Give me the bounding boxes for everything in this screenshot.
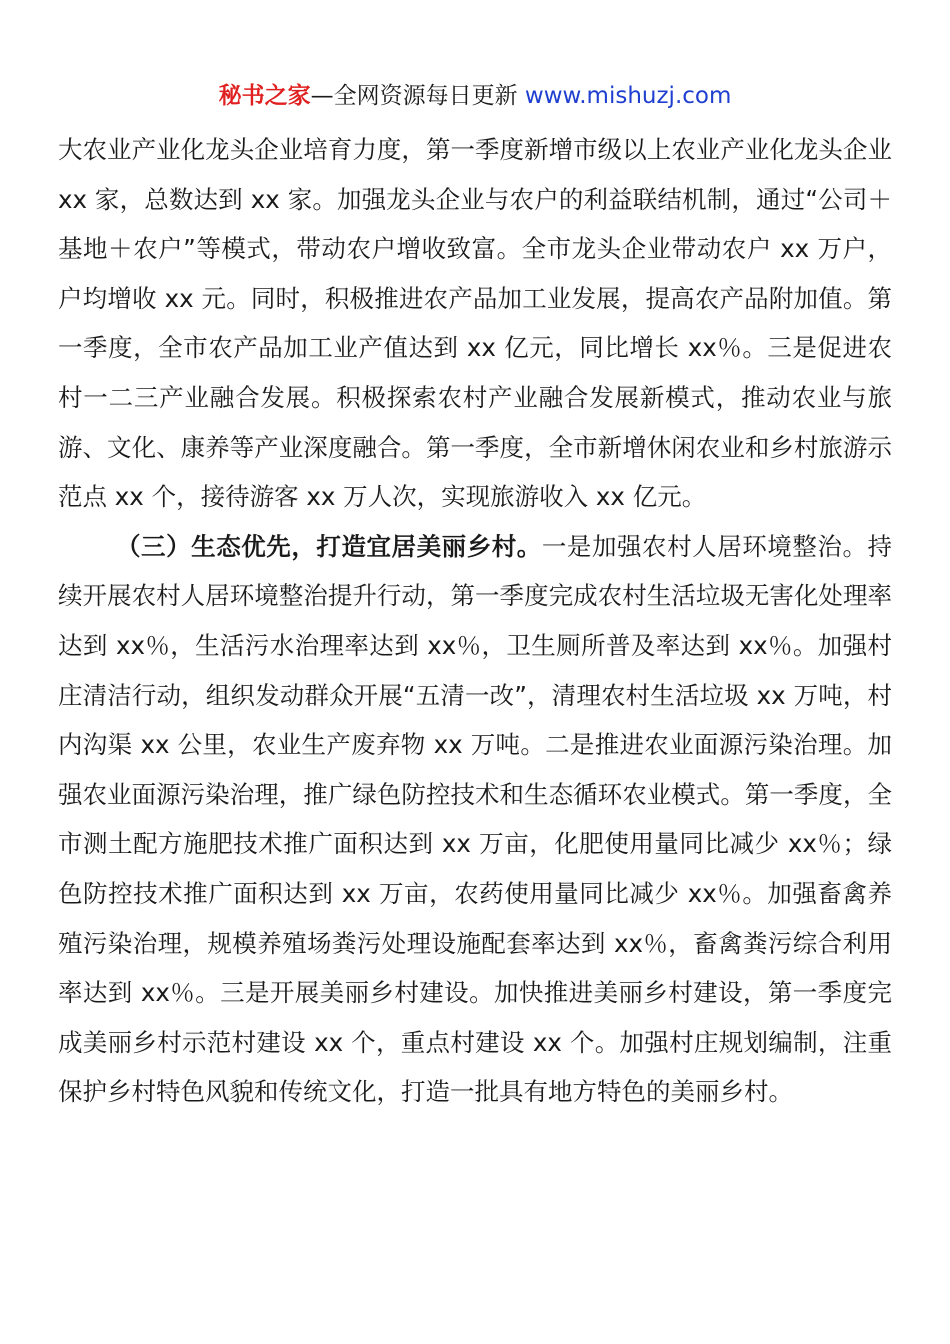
header-slogan: —全网资源每日更新	[310, 83, 518, 109]
paragraph-industry	[58, 125, 892, 522]
site-header	[0, 80, 950, 112]
brand-name: 秘书之家	[218, 83, 311, 109]
site-url[interactable]: www.mishuzj.com	[524, 83, 732, 109]
paragraph-ecology	[58, 522, 892, 1117]
paragraph-text: 大农业产业化龙头企业培育力度，第一季度新增市级以上农业产业化龙头企业 xx 家，总数达到 xx 家。加强龙头企业与农户的利益联结机制，通过“公司＋基地＋农户”等模式，带动农户增收致富。全市龙头企业带动农户 xx 万户，户均增收 xx 元。同时，积极推进农产品加工业发展，提高农产品附加值。第一季度，全市农产品加工业产值达到 xx 亿元，同比增长 xx％。三是促进农村一二三产业融合发展。积极探索农村产业融合发展新模式，推动农业与旅游、文化、康养等产业深度融合。第一季度，全市新增休闲农业和乡村旅游示范点 xx 个，接待游客 xx 万人次，实现旅游收入 xx 亿元。	[58, 135, 892, 512]
paragraph-text: 一是加强农村人居环境整治。持续开展农村人居环境整治提升行动，第一季度完成农村生活垃圾无害化处理率达到 xx％，生活污水治理率达到 xx％，卫生厕所普及率达到 xx％。加强村庄清洁行动，组织发动群众开展“五清一改”，清理农村生活垃圾 xx 万吨，村内沟渠 xx 公里，农业生产废弃物 xx 万吨。二是推进农业面源污染治理。加强农业面源污染治理，推广绿色防控技术和生态循环农业模式。第一季度，全市测土配方施肥技术推广面积达到 xx 万亩，化肥使用量同比减少 xx％；绿色防控技术推广面积达到 xx 万亩，农药使用量同比减少 xx％。加强畜禽养殖污染治理，规模养殖场粪污处理设施配套率达到 xx％，畜禽粪污综合利用率达到 xx％。三是开展美丽乡村建设。加快推进美丽乡村建设，第一季度完成美丽乡村示范村建设 xx 个，重点村建设 xx 个。加强村庄规划编制，注重保护乡村特色风貌和传统文化，打造一批具有地方特色的美丽乡村。	[58, 531, 893, 1107]
section-heading: （三）生态优先，打造宜居美丽乡村。	[116, 531, 542, 561]
document-body	[58, 125, 892, 1117]
